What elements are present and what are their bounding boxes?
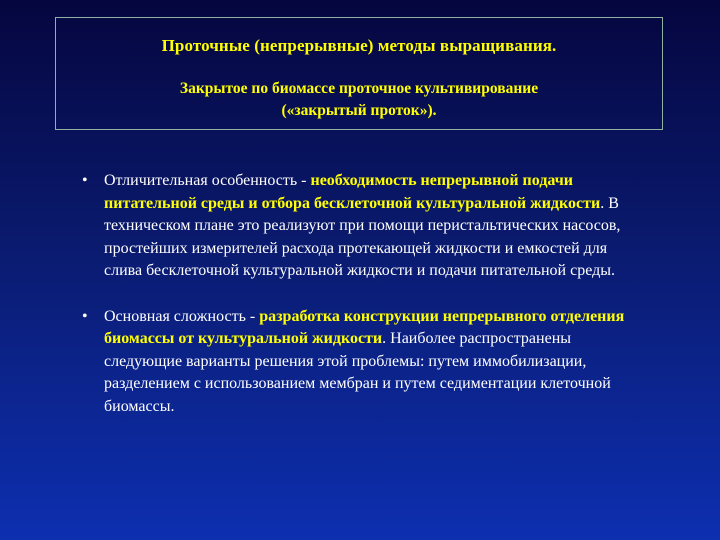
bullet-lead-text: Основная сложность - bbox=[104, 307, 260, 325]
bullet-tail-text: . В техническом плане это реализуют при помощи перистальтических насосов, простейших измерителей расхода протекающей жидкости и емкостей для слива бесклеточной культуральной жидкости и подачи питательной среды. bbox=[104, 194, 621, 279]
subtitle-line-1: Закрытое по биомассе проточное культивирование bbox=[179, 80, 539, 97]
bullet-lead-text: Отличительная особенность - bbox=[104, 172, 311, 189]
slide-title: Проточные (непрерывные) методы выращивания. bbox=[161, 36, 557, 55]
title-box bbox=[55, 17, 663, 130]
slide-subtitle bbox=[56, 78, 662, 122]
bullet-highlight-text: разработка конструкции непрерывного отделения биомассы от культуральной жидкости bbox=[104, 307, 625, 347]
bullet-marker: • bbox=[82, 307, 88, 325]
bullet-marker: • bbox=[82, 172, 88, 189]
bullet-highlight-text: необходимость непрерывной подачи питательной среды и отбора бесклеточной культуральной жидкости bbox=[104, 172, 601, 212]
bullet-item-main-difficulty bbox=[82, 306, 642, 419]
bullet-list bbox=[82, 170, 642, 418]
bullet-item-distinctive-feature bbox=[82, 170, 642, 283]
bullet-tail-text: . Наиболее распространены следующие варианты решения этой проблемы: путем иммобилизации, разделением с использованием мембран и путем седиментации клеточной биомассы. bbox=[104, 330, 611, 415]
subtitle-line-2: («закрытый проток»). bbox=[281, 102, 437, 119]
